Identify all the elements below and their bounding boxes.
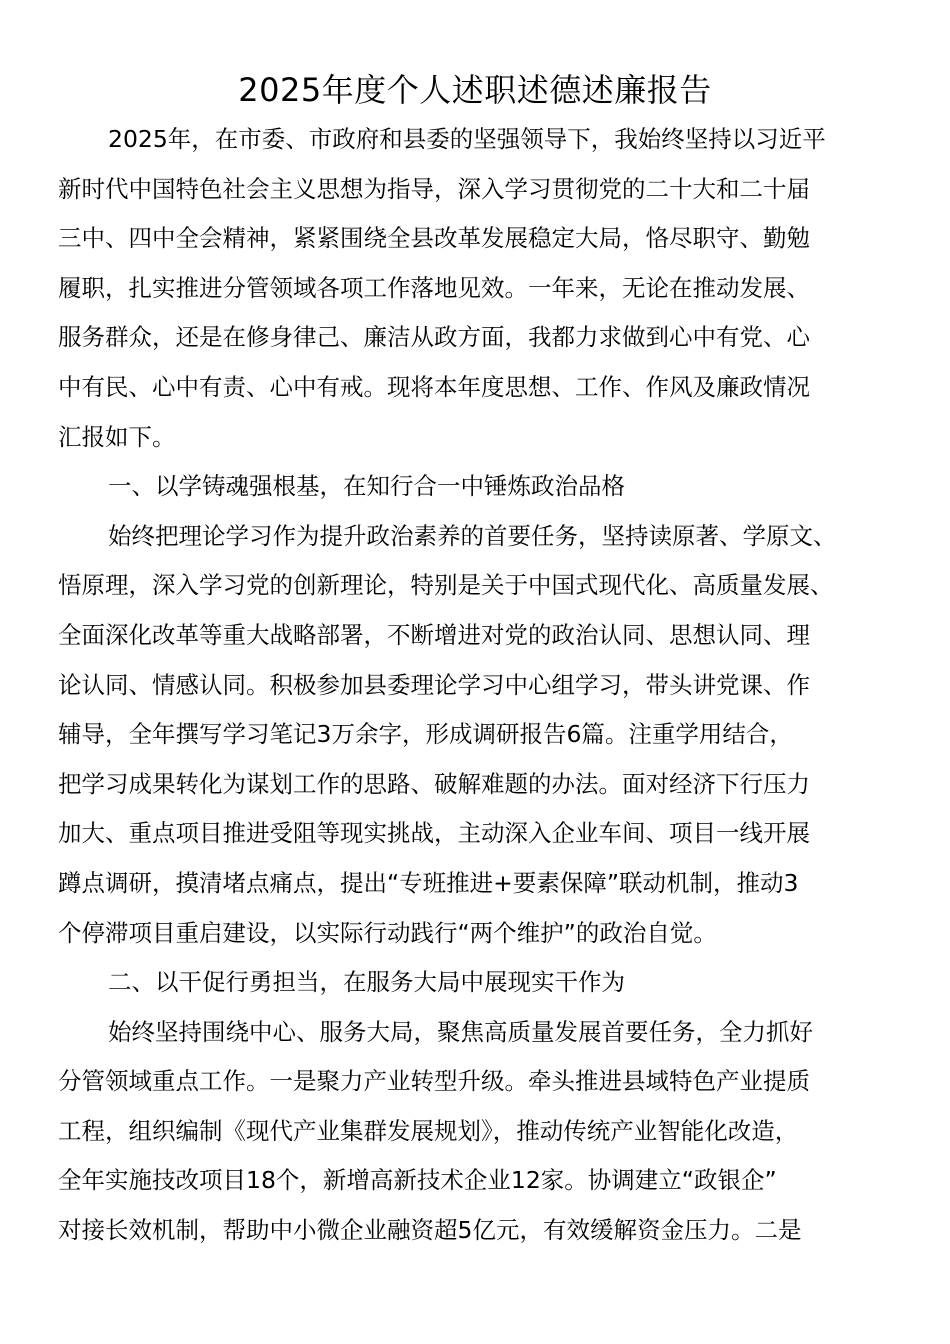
paragraph-line: 论认同、情感认同。积极参加县委理论学习中心组学习，带头讲党课、作 xyxy=(58,670,810,699)
paragraph-line: 三中、四中全会精神，紧紧围绕全县改革发展稳定大局，恪尽职守、勤勉 xyxy=(58,224,810,253)
paragraph-line: 2025年，在市委、市政府和县委的坚强领导下，我始终坚持以习近平 xyxy=(108,125,826,153)
paragraph-line: 履职，扎实推进分管领域各项工作落地见效。一年来，无论在推动发展、 xyxy=(58,273,810,302)
paragraph-line: 加大、重点项目推进受阻等现实挑战，主动深入企业车间、项目一线开展 xyxy=(58,819,810,848)
paragraph-line: 分管领域重点工作。一是聚力产业转型升级。牵头推进县域特色产业提质 xyxy=(58,1067,810,1096)
paragraph-line: 工程，组织编制《现代产业集群发展规划》，推动传统产业智能化改造， xyxy=(58,1116,799,1145)
paragraph-line: 服务群众，还是在修身律己、廉洁从政方面，我都力求做到心中有党、心 xyxy=(58,323,810,352)
paragraph-line: 辅导，全年撰写学习笔记3万余字，形成调研报告6篇。注重学用结合， xyxy=(58,720,793,749)
paragraph-line: 新时代中国特色社会主义思想为指导，深入学习贯彻党的二十大和二十届 xyxy=(58,174,810,203)
paragraph-line: 对接长效机制，帮助中小微企业融资超5亿元，有效缓解资金压力。二是 xyxy=(58,1216,802,1245)
paragraph-line: 蹲点调研，摸清堵点痛点，提出“专班推进+要素保障”联动机制，推动3 xyxy=(58,868,799,897)
paragraph-line: 把学习成果转化为谋划工作的思路、破解难题的办法。面对经济下行压力 xyxy=(58,769,810,798)
paragraph-line: 中有民、心中有责、心中有戒。现将本年度思想、工作、作风及廉政情况 xyxy=(58,372,810,401)
paragraph-line: 悟原理，深入学习党的创新理论，特别是关于中国式现代化、高质量发展、 xyxy=(58,571,834,600)
paragraph-line: 始终把理论学习作为提升政治素养的首要任务，坚持读原著、学原文、 xyxy=(108,521,837,550)
paragraph-line: 个停滞项目重启建设，以实际行动践行“两个维护”的政治自觉。 xyxy=(58,918,717,947)
document-title: 2025年度个人述职述德述廉报告 xyxy=(238,71,712,109)
document-body xyxy=(58,115,894,1256)
section-heading-2: 二、以干促行勇担当，在服务大局中展现实干作为 xyxy=(108,968,625,997)
paragraph-line: 始终坚持围绕中心、服务大局，聚焦高质量发展首要任务，全力抓好 xyxy=(108,1017,813,1046)
section-heading-1: 一、以学铸魂强根基，在知行合一中锤炼政治品格 xyxy=(108,472,625,501)
paragraph-line: 汇报如下。 xyxy=(58,422,176,451)
paragraph-line: 全年实施技改项目18个，新增高新技术企业12家。协调建立“政银企” xyxy=(58,1166,777,1195)
paragraph-line: 全面深化改革等重大战略部署，不断增进对党的政治认同、思想认同、理 xyxy=(58,620,810,649)
